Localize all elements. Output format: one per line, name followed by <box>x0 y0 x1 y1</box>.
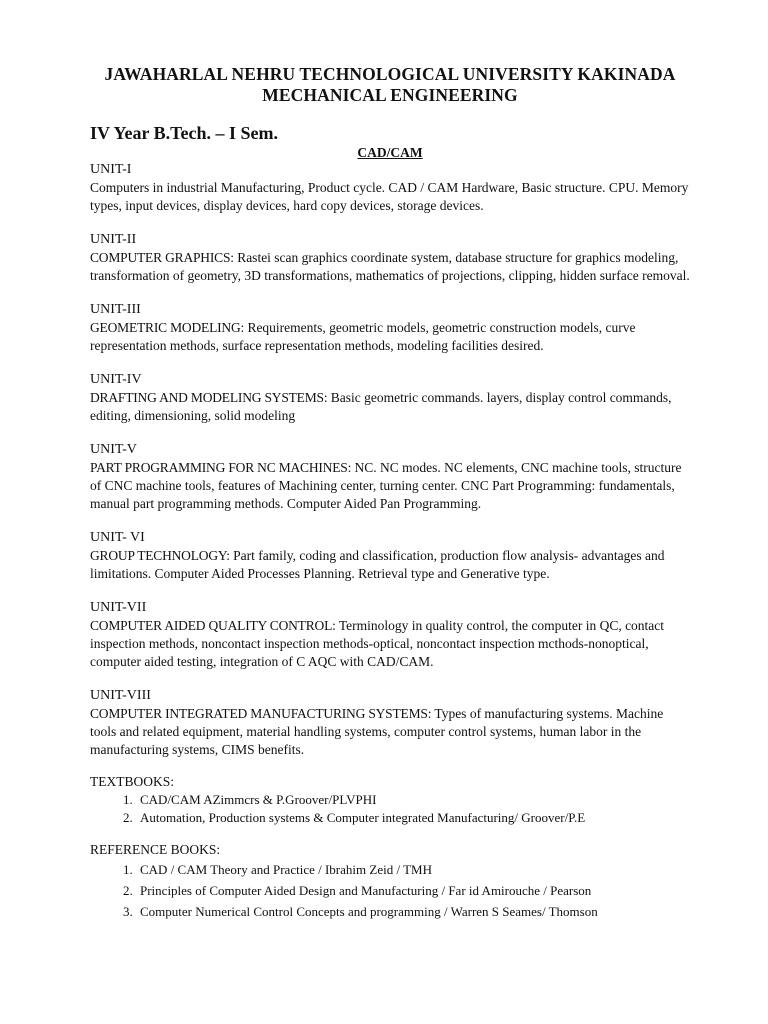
unit-heading: PART PROGRAMMING FOR NC MACHINES: <box>90 460 352 475</box>
unit-body <box>90 319 690 355</box>
unit-section <box>90 441 690 513</box>
unit-heading: GROUP TECHNOLOGY: <box>90 548 230 563</box>
unit-title: UNIT-I <box>90 162 132 177</box>
department-name: MECHANICAL ENGINEERING <box>262 85 518 105</box>
reference-item: 2. Principles of Computer Aided Design and Manufacturing / Far id Amirouche / Pearson <box>136 880 690 901</box>
textbook-item: 1. CAD/CAM AZimmcrs & P.Groover/PLVPHI <box>136 791 690 809</box>
unit-section <box>90 231 690 285</box>
textbooks-list <box>90 791 690 827</box>
unit-section <box>90 529 690 583</box>
unit-description: Requirements, geometric models, geometric construction models, curve representation methods, surface representation methods, modeling facilities desired. <box>90 320 636 353</box>
unit-section <box>90 687 690 759</box>
unit-description: Basic geometric commands. layers, display control commands, editing, dimensioning, solid modeling <box>90 390 672 423</box>
unit-body <box>90 179 690 215</box>
university-name: JAWAHARLAL NEHRU TECHNOLOGICAL UNIVERSITY KAKINADA <box>104 64 676 84</box>
unit-title: UNIT-VII <box>90 600 147 615</box>
unit-description: NC. NC modes. NC elements, CNC machine tools, structure of CNC machine tools, features of Machining center, turning center. CNC Part Programming: fundamentals, manual part programming methods. Computer Aided Pan Programming. <box>90 460 682 511</box>
unit-body <box>90 459 690 513</box>
unit-body <box>90 547 690 583</box>
textbooks-section <box>90 773 690 827</box>
unit-title: UNIT-III <box>90 302 141 317</box>
unit-title: UNIT-IV <box>90 372 142 387</box>
unit-title: UNIT-VIII <box>90 688 151 703</box>
unit-heading: DRAFTING AND MODELING SYSTEMS: <box>90 390 328 405</box>
unit-description: Types of manufacturing systems. Machine tools and related equipment, material handling systems, computer control systems, human labor in the manufacturing systems, CIMS benefits. <box>90 706 664 757</box>
unit-heading: COMPUTER INTEGRATED MANUFACTURING SYSTEMS: <box>90 706 432 721</box>
reference-item: 1. CAD / CAM Theory and Practice / Ibrahim Zeid / TMH <box>136 859 690 880</box>
unit-body <box>90 249 690 285</box>
unit-section <box>90 371 690 425</box>
reference-list <box>90 859 690 922</box>
units-list <box>90 161 690 759</box>
course-title: CAD/CAM <box>357 145 423 160</box>
unit-heading: COMPUTER AIDED QUALITY CONTROL: <box>90 618 336 633</box>
unit-section <box>90 599 690 671</box>
unit-section <box>90 301 690 355</box>
reference-section <box>90 841 690 922</box>
unit-description: Part family, coding and classification, production flow analysis- advantages and limitations. Computer Aided Processes Planning. Retrieval type and Generative type. <box>90 548 665 581</box>
textbooks-title: TEXTBOOKS: <box>90 774 174 789</box>
unit-title: UNIT- VI <box>90 530 145 545</box>
unit-heading: COMPUTER GRAPHICS: <box>90 250 234 265</box>
unit-body <box>90 705 690 759</box>
unit-description: Rastei scan graphics coordinate system, database structure for graphics modeling, transformation of geometry, 3D transformations, mathematics of projections, clipping, hidden surface removal. <box>90 250 690 283</box>
unit-description: Computers in industrial Manufacturing, Product cycle. CAD / CAM Hardware, Basic structure. CPU. Memory types, input devices, display devices, hard copy devices, storage devices. <box>90 180 689 213</box>
unit-section <box>90 161 690 215</box>
unit-body <box>90 617 690 671</box>
unit-title: UNIT-V <box>90 442 137 457</box>
semester-title: IV Year B.Tech. – I Sem. <box>90 123 279 143</box>
unit-description: Terminology in quality control, the computer in QC, contact inspection methods, noncontact inspection methods-optical, noncontact inspection mcthods-nonoptical, computer aided testing, integration of C AQC with CAD/CAM. <box>90 618 665 669</box>
reference-item: 3. Computer Numerical Control Concepts and programming / Warren S Seames/ Thomson <box>136 901 690 922</box>
textbook-item: 2. Automation, Production systems & Computer integrated Manufacturing/ Groover/P.E <box>136 809 690 827</box>
reference-title: REFERENCE BOOKS: <box>90 842 221 857</box>
unit-heading: GEOMETRIC MODELING: <box>90 320 245 335</box>
unit-body <box>90 389 690 425</box>
syllabus-page <box>90 64 690 922</box>
unit-title: UNIT-II <box>90 232 137 247</box>
